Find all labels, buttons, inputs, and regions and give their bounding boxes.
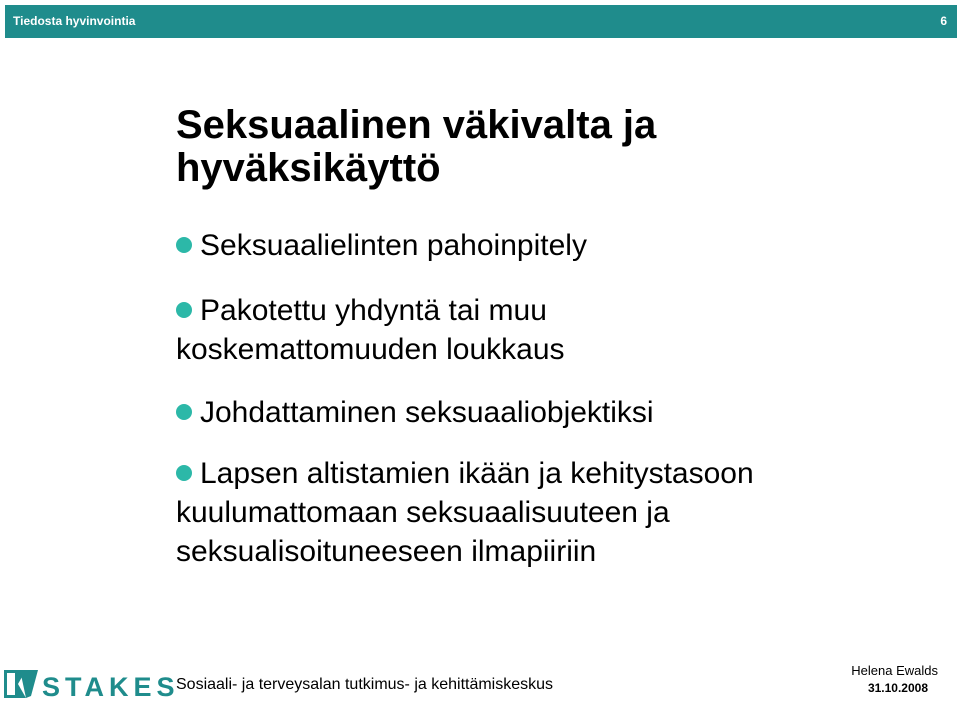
bullet-text: Pakotettu yhdyntä tai muu — [200, 294, 547, 327]
bullet-item — [176, 393, 906, 432]
bullet-item — [176, 291, 906, 369]
bullet-dot-icon — [176, 237, 192, 253]
bullet-item — [176, 454, 906, 571]
title-line-2: hyväksikäyttö — [176, 146, 441, 190]
section-label: Tiedosta hyvinvointia — [13, 14, 136, 28]
bullet-item — [176, 226, 906, 265]
slide-title — [176, 104, 896, 190]
bullet-dot-icon — [176, 302, 192, 318]
title-line-1: Seksuaalinen väkivalta ja — [176, 103, 657, 147]
organization-name: Sosiaali- ja terveysalan tutkimus- ja kehittämiskeskus — [176, 676, 554, 693]
bullet-list — [176, 226, 906, 571]
bullet-text: kuulumattomaan seksuaalisuuteen ja — [176, 496, 670, 529]
stakes-logo — [4, 664, 180, 704]
bullet-text: Lapsen altistamien ikään ja kehitystasoon — [200, 457, 754, 490]
bullet-dot-icon — [176, 465, 192, 481]
presentation-date: 31.10.2008 — [867, 681, 928, 695]
bullet-text: Seksuaalielinten pahoinpitely — [200, 229, 587, 262]
page-number: 6 — [940, 14, 947, 28]
logo-text: STAKES — [42, 672, 180, 702]
header-bar — [5, 5, 957, 38]
bullet-text: Johdattaminen seksuaaliobjektiksi — [200, 396, 654, 429]
bullet-text: koskemattomuuden loukkaus — [176, 333, 565, 366]
author-name: Helena Ewalds — [851, 663, 938, 678]
bullet-text: seksualisoituneeseen ilmapiiriin — [176, 535, 597, 568]
bullet-dot-icon — [176, 404, 192, 420]
